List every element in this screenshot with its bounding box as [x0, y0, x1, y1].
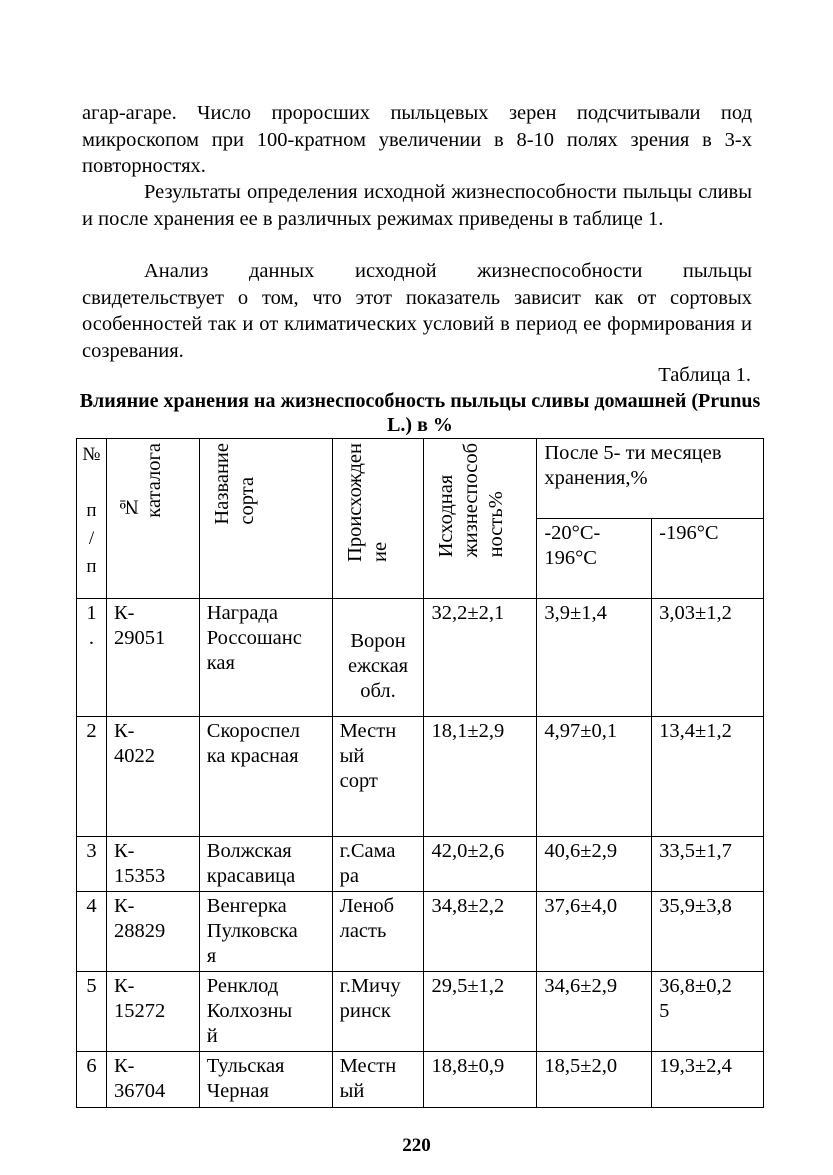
cell-variety: Скороспел ка красная: [199, 717, 332, 837]
table-row: [77, 972, 764, 1052]
cell-temp1: 34,6±2,9: [537, 972, 652, 1052]
cell-origin: Местн ый сорт: [332, 717, 424, 837]
cell-catalog: К- 15272: [106, 972, 199, 1052]
cell-temp1: 3,9±1,4: [537, 599, 652, 717]
paragraph-analysis: Анализ данных исходной жизнеспособности пыльцы свидетельствует о том, что этот показатель зависит как от сортовых особенностей так и от климатических условий в период ее формирования и созревания.: [82, 260, 752, 362]
cell-variety: Волжская красавица: [199, 837, 332, 892]
cell-variety: Венгерка Пулковска я: [199, 892, 332, 972]
cell-initial: 34,8±2,2: [424, 892, 537, 972]
header-variety: Название сорта: [199, 439, 332, 599]
page-number: 220: [402, 1135, 431, 1156]
table-row: [77, 717, 764, 837]
cell-number: 5: [77, 972, 107, 1052]
header-origin: Происхожден ие: [332, 439, 424, 599]
table-label: Таблица 1.: [658, 364, 751, 386]
paragraph-intro: агар-агаре. Число проросших пыльцевых зерен подсчитывали под микроскопом при 100-кратном увеличении в 8-10 полях зрения в 3-х повторностях.: [82, 102, 752, 177]
header-number: № п / п: [77, 439, 107, 599]
header-temp-20-196: -20°С- 196°С: [537, 519, 652, 599]
cell-number: 1 .: [77, 599, 107, 717]
cell-number: 4: [77, 892, 107, 972]
cell-variety: Награда Россошанс кая: [199, 599, 332, 717]
cell-catalog: К- 29051: [106, 599, 199, 717]
cell-variety: Тульская Черная: [199, 1052, 332, 1108]
header-catalog: № каталога: [106, 439, 199, 599]
header-initial-viability: Исходная жизнеспособ ность%: [424, 439, 537, 599]
cell-catalog: К- 36704: [106, 1052, 199, 1108]
cell-origin: г.Сама ра: [332, 837, 424, 892]
cell-initial: 18,1±2,9: [424, 717, 537, 837]
cell-origin: Ворон ежская обл.: [332, 599, 424, 717]
cell-catalog: К- 15353: [106, 837, 199, 892]
cell-catalog: К- 28829: [106, 892, 199, 972]
table-row: [77, 599, 764, 717]
header-after-storage: После 5- ти месяцев хранения,%: [537, 439, 764, 519]
cell-temp2: 35,9±3,8: [652, 892, 764, 972]
cell-temp1: 18,5±2,0: [537, 1052, 652, 1108]
cell-temp2: 3,03±1,2: [652, 599, 764, 717]
cell-origin: Местн ый: [332, 1052, 424, 1108]
cell-temp2: 19,3±2,4: [652, 1052, 764, 1108]
paragraph-results: Результаты определения исходной жизнеспособности пыльцы сливы и после хранения ее в различных режимах приведены в таблице 1.: [82, 181, 752, 230]
cell-initial: 29,5±1,2: [424, 972, 537, 1052]
cell-temp2: 36,8±0,2 5: [652, 972, 764, 1052]
cell-catalog: К- 4022: [106, 717, 199, 837]
cell-initial: 32,2±2,1: [424, 599, 537, 717]
table-row: [77, 837, 764, 892]
cell-temp2: 33,5±1,7: [652, 837, 764, 892]
pollen-viability-table: [76, 438, 764, 1108]
table-row: [77, 892, 764, 972]
cell-origin: Леноб ласть: [332, 892, 424, 972]
cell-number: 3: [77, 837, 107, 892]
cell-temp1: 37,6±4,0: [537, 892, 652, 972]
table-title: Влияние хранения на жизнеспособность пыльцы сливы домашней (Prunus L.) в %: [79, 390, 761, 436]
cell-temp1: 40,6±2,9: [537, 837, 652, 892]
header-temp-196: -196°С: [652, 519, 764, 599]
cell-initial: 18,8±0,9: [424, 1052, 537, 1108]
cell-number: 6: [77, 1052, 107, 1108]
cell-number: 2: [77, 717, 107, 837]
cell-initial: 42,0±2,6: [424, 837, 537, 892]
table-row: [77, 1052, 764, 1108]
cell-origin: г.Мичу ринск: [332, 972, 424, 1052]
cell-temp2: 13,4±1,2: [652, 717, 764, 837]
cell-variety: Ренклод Колхозны й: [199, 972, 332, 1052]
cell-temp1: 4,97±0,1: [537, 717, 652, 837]
